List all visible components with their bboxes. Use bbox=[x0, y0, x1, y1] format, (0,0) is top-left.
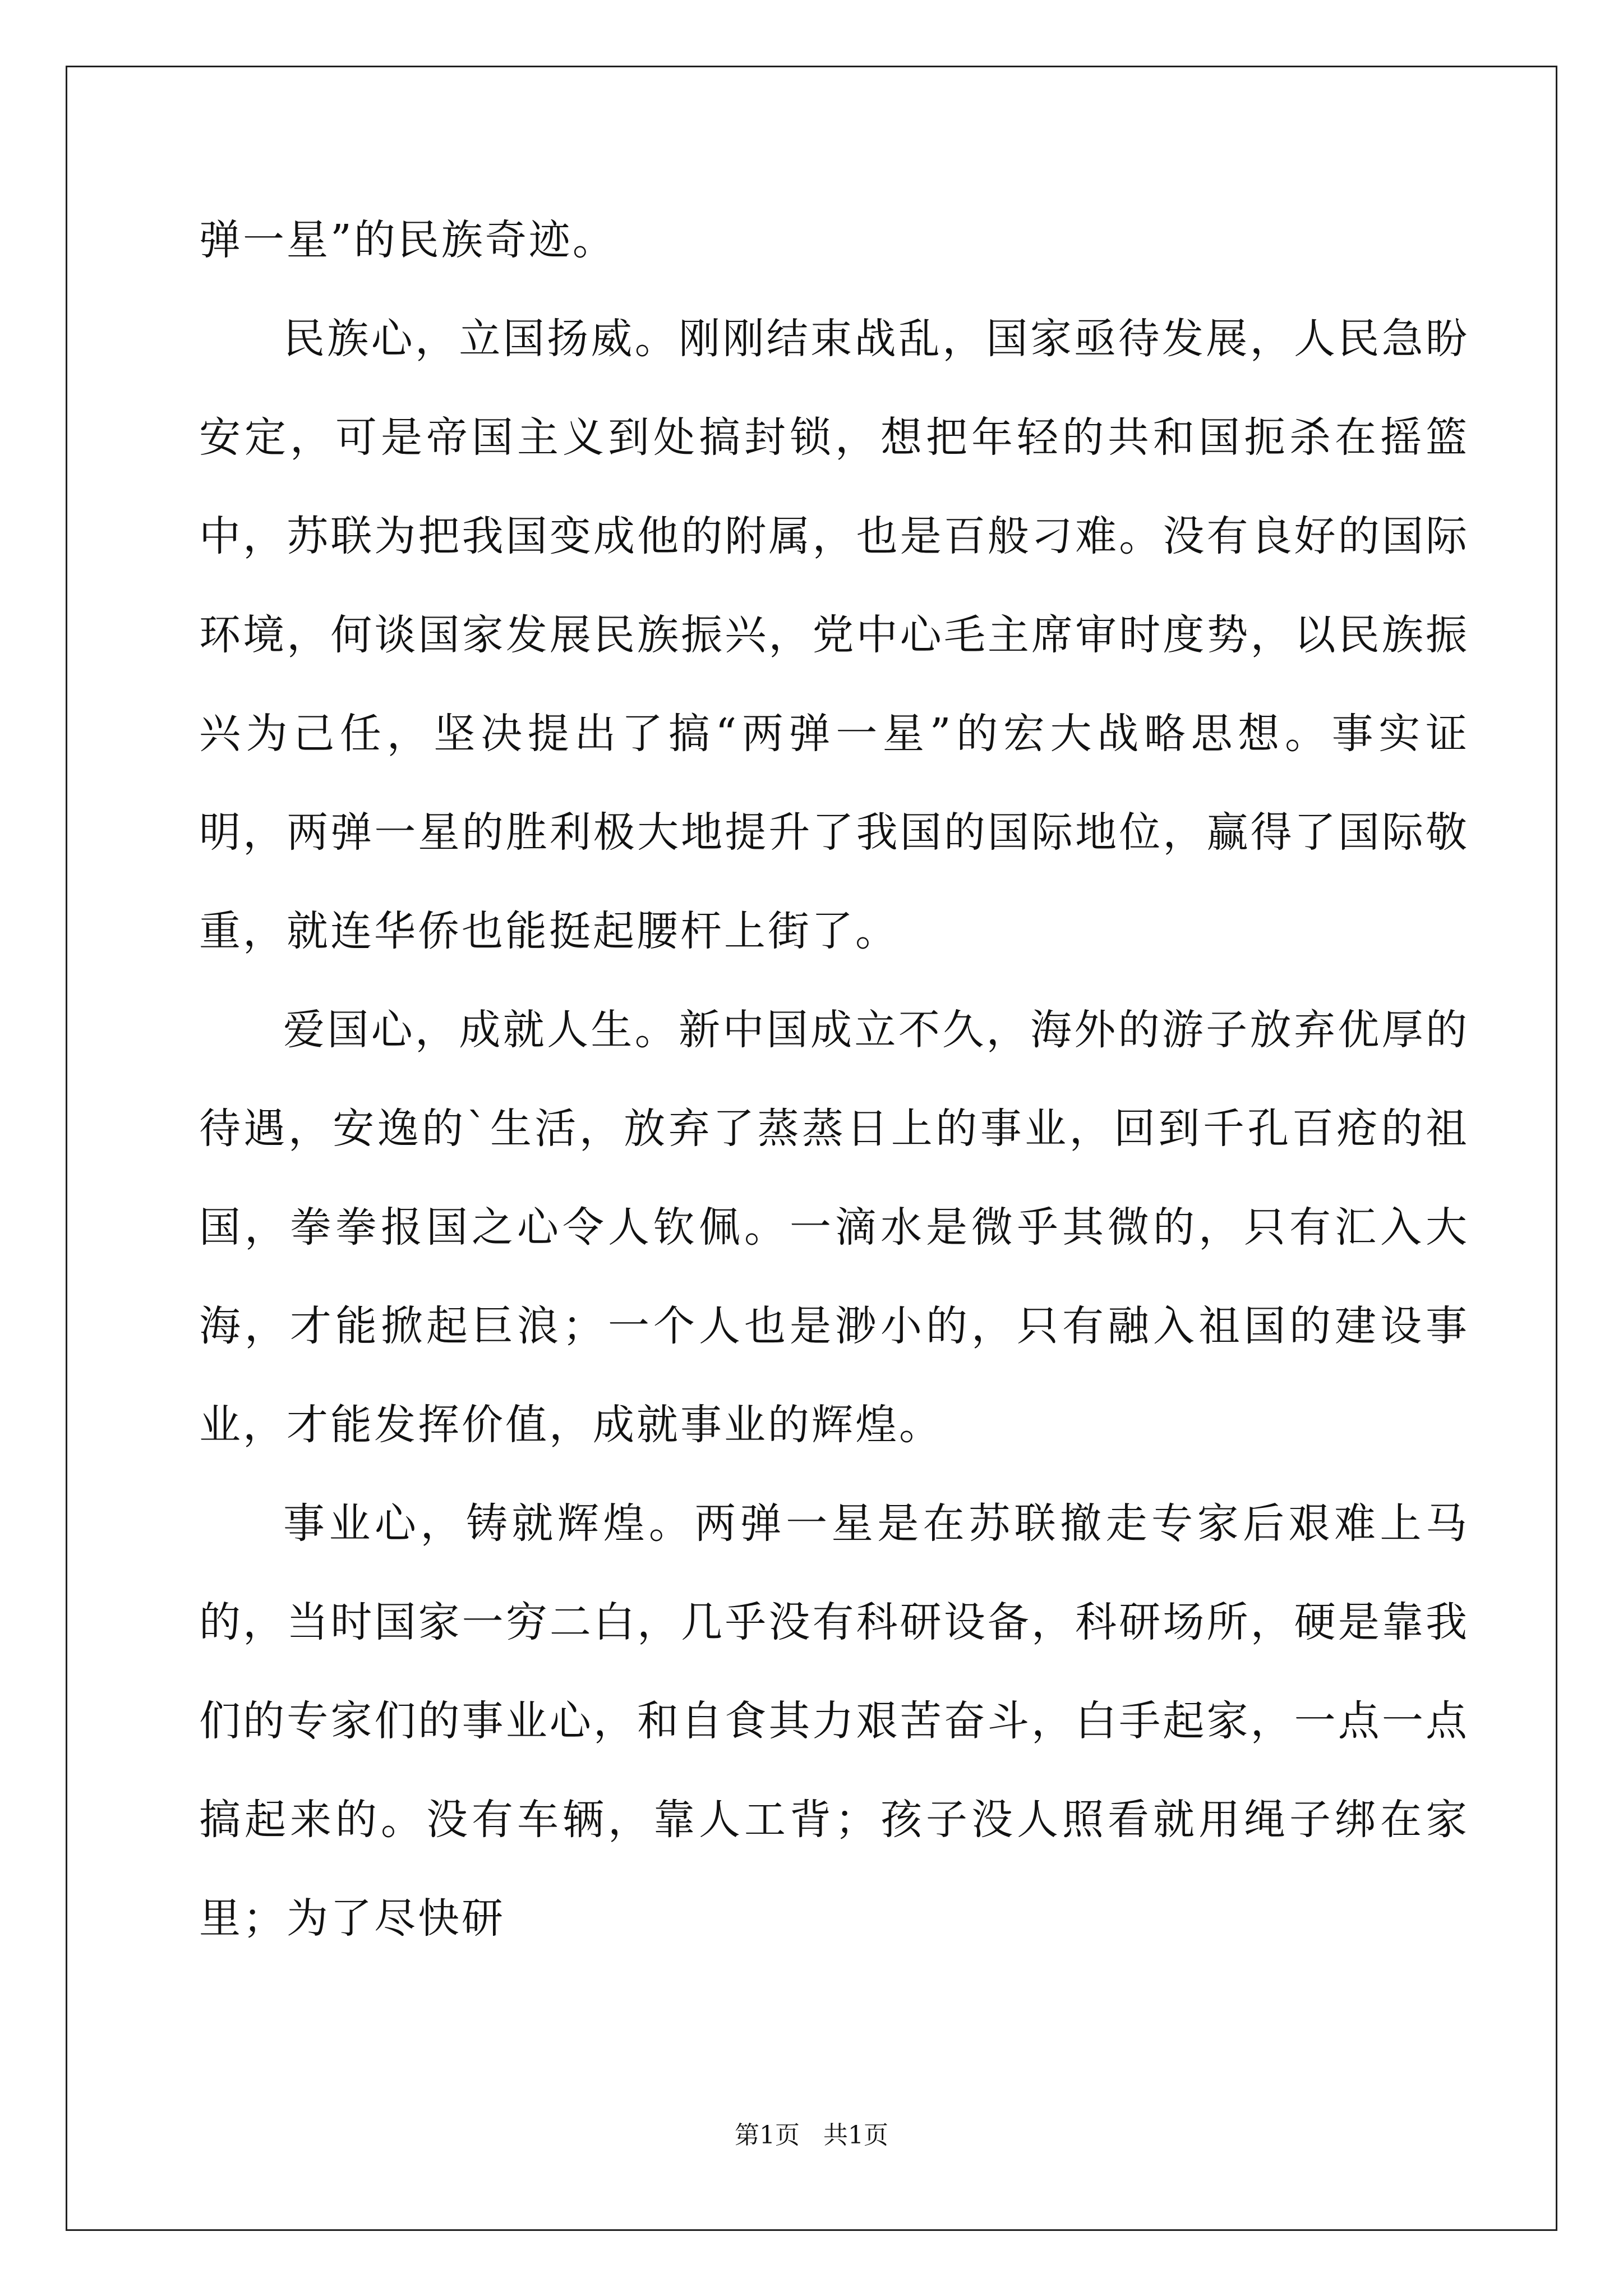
page-number: 第1页 bbox=[735, 2121, 800, 2150]
paragraph: 事业心，铸就辉煌。两弹一星是在苏联撤走专家后艰难上马的，当时国家一穷二白，几乎没有科研设备，科研场所，硬是靠我们的专家们的事业心，和自食其力艰苦奋斗，白手起家，一点一点搞起来的。没有车辆，靠人工背；孩子没人照看就用绳子绑在家里；为了尽快研 bbox=[199, 1499, 1469, 1943]
page-footer bbox=[0, 2115, 1623, 2151]
paragraph: 民族心，立国扬威。刚刚结束战乱，国家亟待发展，人民急盼安定，可是帝国主义到处搞封锁，想把年轻的共和国扼杀在摇篮中，苏联为把我国变成他的附属，也是百般刁难。没有良好的国际环境，何谈国家发展民族振兴，党中心毛主席审时度势，以民族振兴为己任，坚决提出了搞“两弹一星”的宏大战略思想。事实证明，两弹一星的胜利极大地提升了我国的国际地位，赢得了国际敬重，就连华侨也能挺起腰杆上街了。 bbox=[199, 315, 1469, 955]
document-body bbox=[199, 191, 1469, 1968]
total-pages: 共1页 bbox=[823, 2121, 888, 2150]
paragraph: 爱国心，成就人生。新中国成立不久，海外的游子放弃优厚的待遇，安逸的`生活，放弃了蒸蒸日上的事业，回到千孔百疮的祖国，拳拳报国之心令人钦佩。一滴水是微乎其微的，只有汇入大海，才能掀起巨浪；一个人也是渺小的，只有融入祖国的建设事业，才能发挥价值，成就事业的辉煌。 bbox=[199, 1006, 1469, 1449]
paragraph: 弹一星”的民族奇迹。 bbox=[199, 216, 616, 264]
